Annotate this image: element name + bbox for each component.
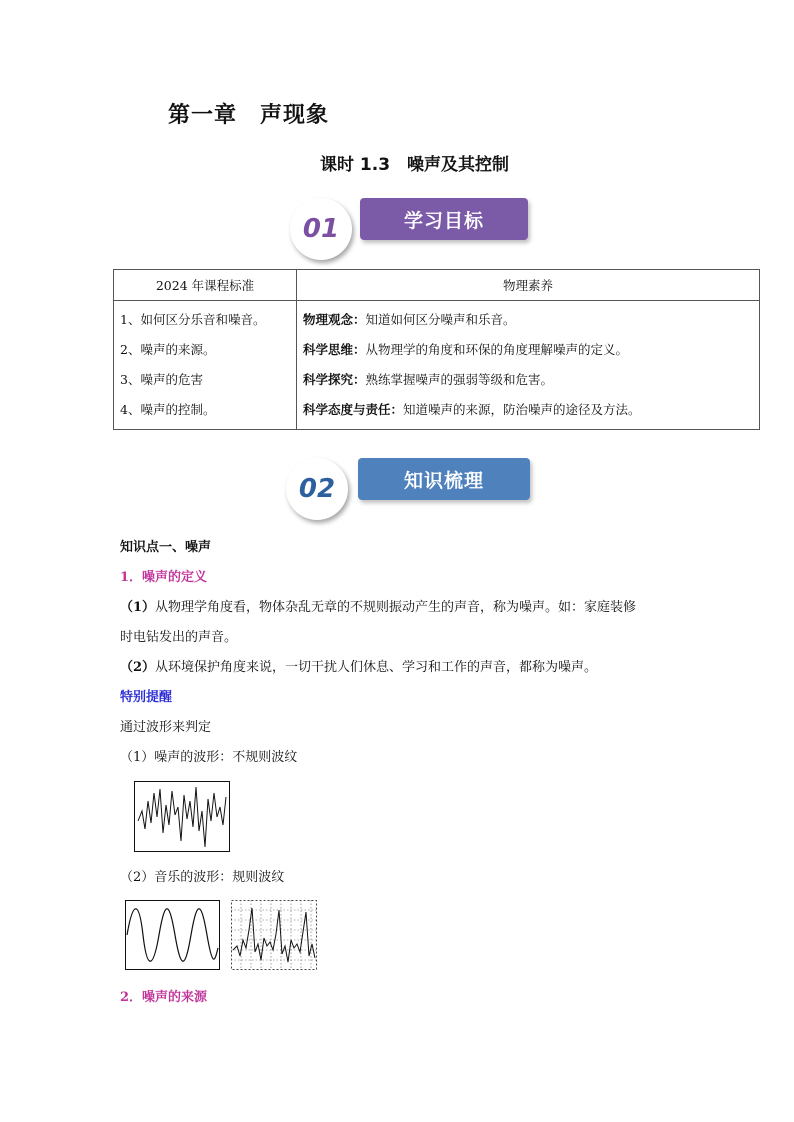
literacy-term: 科学态度与责任： xyxy=(303,402,404,417)
section-title-source: 2．噪声的来源 xyxy=(120,990,208,1005)
literacy-item xyxy=(303,305,753,335)
music-periodic-waveform-image xyxy=(231,900,317,970)
paragraph-text: 从环境保护角度来说，一切干扰人们休息、学习和工作的声音，都称为噪声。 xyxy=(155,660,598,675)
table-header-standard: 2024 年课程标准 xyxy=(114,270,297,301)
literacy-term: 科学探究： xyxy=(303,372,366,387)
paragraph-text: 从物理学角度看，物体杂乱无章的不规则振动产生的声音，称为噪声。如：家庭装修 xyxy=(155,600,637,615)
paragraph-1-continued: 时电钻发出的声音。 xyxy=(120,630,238,645)
literacy-text: 从物理学的角度和环保的角度理解噪声的定义。 xyxy=(365,342,629,357)
lesson-title: 课时 1.3 噪声及其控制 xyxy=(320,155,510,175)
table-header-literacy: 物理素养 xyxy=(297,270,760,301)
banner-label: 学习目标 xyxy=(360,198,528,240)
banner-label: 知识梳理 xyxy=(358,458,530,500)
literacy-item xyxy=(303,365,753,395)
banner-number-badge: 02 xyxy=(286,458,348,520)
noise-waveform-image xyxy=(134,781,230,852)
standards-cell xyxy=(114,301,297,430)
literacy-item xyxy=(303,335,753,365)
noise-wave-label: （1）噪声的波形：不规则波纹 xyxy=(120,750,298,765)
goals-table xyxy=(113,269,760,430)
chapter-title: 第一章 声现象 xyxy=(168,103,330,128)
literacy-text: 知道如何区分噪声和乐音。 xyxy=(365,312,516,327)
music-wave-label: （2）音乐的波形：规则波纹 xyxy=(120,870,285,885)
standard-item: 1、如何区分乐音和噪音。 xyxy=(120,312,266,327)
paragraph-2 xyxy=(120,656,597,675)
standard-item: 3、噪声的危害 xyxy=(120,372,203,387)
literacy-text: 知道噪声的来源，防治噪声的途径及方法。 xyxy=(403,402,641,417)
music-sine-waveform-image xyxy=(125,900,220,970)
standard-item: 2、噪声的来源。 xyxy=(120,342,216,357)
banner-learning-goals xyxy=(290,196,550,258)
literacy-cell xyxy=(297,301,760,430)
literacy-term: 物理观念： xyxy=(303,312,366,327)
section-title-definition: 1．噪声的定义 xyxy=(120,570,208,585)
knowledge-point-title: 知识点一、噪声 xyxy=(120,540,212,555)
standard-item: 4、噪声的控制。 xyxy=(120,402,216,417)
paragraph-number: （1） xyxy=(120,600,156,615)
literacy-item xyxy=(303,395,753,425)
tip-line: 通过波形来判定 xyxy=(120,720,212,735)
banner-knowledge-review xyxy=(286,456,546,518)
banner-number-badge: 01 xyxy=(290,198,352,260)
paragraph-number: （2） xyxy=(120,660,156,675)
literacy-text: 熟练掌握噪声的强弱等级和危害。 xyxy=(365,372,554,387)
special-tip-title: 特别提醒 xyxy=(120,690,173,705)
literacy-term: 科学思维： xyxy=(303,342,366,357)
paragraph-1 xyxy=(120,596,636,615)
